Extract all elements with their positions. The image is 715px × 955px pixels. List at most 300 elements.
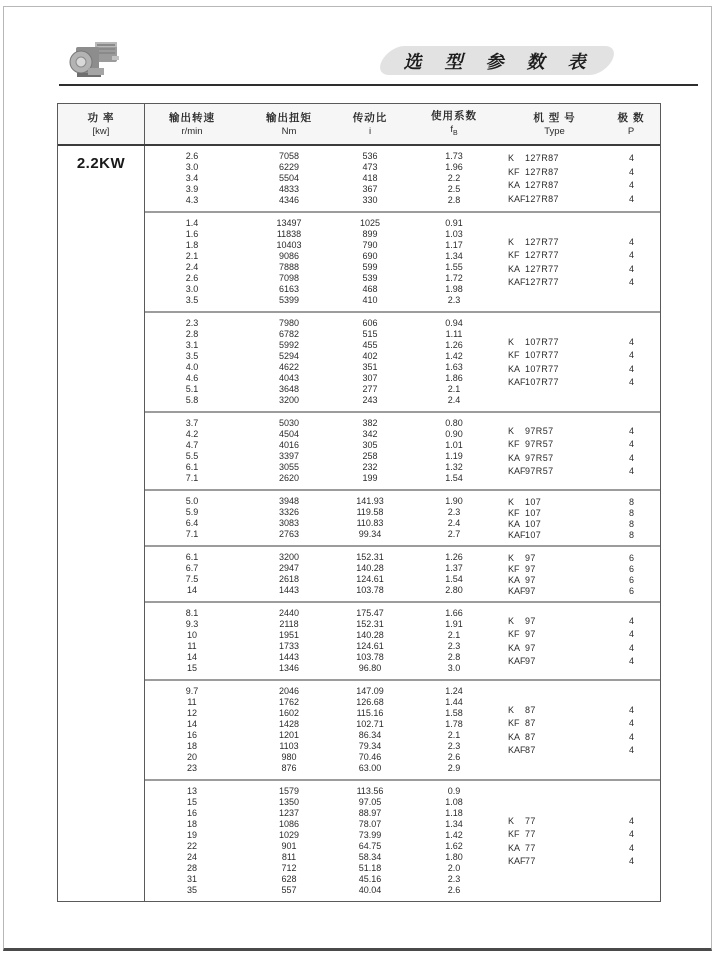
type-block [507,218,660,306]
cell-torque: 3083 [278,518,300,528]
type-model: 97 [525,642,536,653]
cell-torque: 3326 [278,507,300,517]
cell-torque: 1428 [278,719,300,729]
cell-speed: 4.6 [185,373,199,383]
cell-speed: 2.4 [185,262,199,272]
type-prefix: KF [508,629,520,640]
cell-torque: 5992 [278,340,300,350]
type-prefix: KA [508,180,521,191]
cell-speed: 9.3 [185,619,199,629]
cell-ratio: 342 [362,429,378,439]
cell-speed: 14 [186,585,197,595]
cell-torque: 1350 [278,797,300,807]
cell-ratio: 330 [362,195,378,205]
cell-ratio: 367 [362,184,378,194]
cell-torque: 1762 [278,697,300,707]
type-row [507,349,660,363]
cell-ratio: 1025 [359,218,381,228]
type-prefix: K [508,496,515,507]
cell-ratio: 141.93 [356,496,384,506]
type-prefix: KA [508,731,521,742]
cell-service-factor: 2.1 [447,384,461,394]
type-model: 97 [525,563,536,574]
type-block [507,151,660,206]
type-model: 127R87 [525,153,559,164]
cell-torque: 7058 [278,151,300,161]
cell-service-factor: 1.18 [445,808,463,818]
ratio-group [145,489,660,545]
type-block [507,318,660,406]
cell-ratio: 199 [362,473,378,483]
type-prefix: KA [508,363,521,374]
type-row [507,529,660,540]
power-rating: 2.2KW [58,146,145,901]
cell-service-factor: 1.44 [445,697,463,707]
type-row [507,165,660,179]
cell-torque: 1579 [278,786,300,796]
type-row [507,276,660,290]
cell-ratio: 152.31 [356,619,384,629]
cell-speed: 22 [186,841,197,851]
cell-torque: 4346 [278,195,300,205]
cell-speed: 23 [186,763,197,773]
type-prefix: KA [508,642,521,653]
cell-torque: 4833 [278,184,300,194]
cell-speed: 10 [186,630,197,640]
cell-ratio: 119.58 [356,507,384,517]
cell-speed: 2.3 [185,318,199,328]
type-row [507,585,660,596]
ratio-group [145,679,660,779]
type-row [507,192,660,206]
cell-ratio: 63.00 [358,763,382,773]
type-model: 107R77 [525,377,559,388]
cell-ratio: 382 [362,418,378,428]
ratio-group [145,411,660,489]
cell-ratio: 73.99 [358,830,382,840]
type-model: 107 [525,529,542,540]
cell-service-factor: 1.90 [445,496,463,506]
cell-torque: 13497 [276,218,302,228]
cell-torque: 5030 [278,418,300,428]
cell-speed: 5.1 [185,384,199,394]
cell-torque: 4504 [278,429,300,439]
cell-speed: 13 [186,786,197,796]
type-model: 127R77 [525,277,559,288]
cell-ratio: 124.61 [356,641,384,651]
cell-speed: 2.8 [185,329,199,339]
cell-speed: 2.6 [185,151,199,161]
cell-service-factor: 2.6 [447,885,461,895]
type-model: 127R77 [525,236,559,247]
cell-service-factor: 1.63 [445,362,463,372]
type-model: 87 [525,718,536,729]
type-prefix: KA [508,518,521,529]
cell-ratio: 40.04 [358,885,382,895]
pole-count: 6 [628,585,634,596]
cell-torque: 11838 [276,229,302,239]
type-model: 87 [525,745,536,756]
type-prefix: KF [508,507,520,518]
cell-torque: 7098 [278,273,300,283]
cell-ratio: 140.28 [356,630,384,640]
header-rule [59,84,698,86]
cell-speed: 2.1 [185,251,199,261]
type-model: 127R87 [525,193,559,204]
type-prefix: KA [508,263,521,274]
type-row [507,362,660,376]
type-model: 97R57 [525,452,554,463]
cell-torque: 811 [281,852,297,862]
type-prefix: K [508,615,515,626]
type-row [507,841,660,855]
cell-ratio: 113.56 [356,786,384,796]
type-block [507,552,660,596]
cell-service-factor: 1.34 [445,819,463,829]
cell-speed: 1.6 [185,229,199,239]
table-header [58,104,660,146]
cell-service-factor: 1.03 [445,229,463,239]
cell-speed: 5.5 [185,451,199,461]
pole-count: 4 [628,829,634,840]
pole-count: 6 [628,574,634,585]
cell-ratio: 124.61 [356,574,384,584]
cell-torque: 2440 [278,608,300,618]
type-prefix: K [508,815,515,826]
cell-ratio: 455 [362,340,378,350]
type-prefix: KAF [508,277,526,288]
pole-count: 4 [628,377,634,388]
cell-torque: 1346 [278,663,300,673]
cell-speed: 6.1 [185,552,199,562]
type-model: 87 [525,731,536,742]
pole-count: 4 [628,629,634,640]
cell-service-factor: 1.91 [445,619,463,629]
pole-count: 8 [628,529,634,540]
cell-service-factor: 1.26 [445,340,463,350]
cell-service-factor: 0.80 [445,418,463,428]
cell-ratio: 70.46 [358,752,382,762]
type-row [507,335,660,349]
cell-ratio: 175.47 [356,608,384,618]
pole-count: 4 [628,363,634,374]
cell-speed: 24 [186,852,197,862]
pole-count: 4 [628,718,634,729]
cell-service-factor: 2.7 [447,529,461,539]
type-row [507,552,660,563]
cell-ratio: 88.97 [358,808,382,818]
cell-speed: 3.9 [185,184,199,194]
cell-torque: 10403 [276,240,302,250]
cell-torque: 2620 [278,473,300,483]
cell-speed: 3.5 [185,295,199,305]
type-row [507,507,660,518]
cell-speed: 6.4 [185,518,199,528]
type-prefix: K [508,552,515,563]
cell-ratio: 539 [362,273,378,283]
cell-service-factor: 2.3 [447,641,461,651]
cell-service-factor: 1.62 [445,841,463,851]
cell-speed: 6.1 [185,462,199,472]
gearmotor-logo-image [68,34,122,86]
type-row [507,249,660,263]
cell-service-factor: 1.54 [445,574,463,584]
cell-speed: 1.4 [185,218,199,228]
cell-ratio: 110.83 [356,518,384,528]
type-model: 77 [525,842,536,853]
type-model: 77 [525,829,536,840]
type-row [507,235,660,249]
cell-speed: 18 [186,741,197,751]
type-row [507,563,660,574]
pole-count: 4 [628,731,634,742]
cell-speed: 31 [186,874,197,884]
selection-table [57,103,661,902]
cell-speed: 14 [186,719,197,729]
type-row [507,496,660,507]
cell-speed: 5.0 [185,496,199,506]
type-block [507,496,660,540]
cell-service-factor: 1.80 [445,852,463,862]
cell-torque: 712 [281,863,297,873]
cell-ratio: 305 [362,440,378,450]
cell-service-factor: 2.8 [447,195,461,205]
cell-torque: 1086 [278,819,300,829]
page-title: 选 型 参 数 表 [403,52,595,72]
cell-ratio: 86.34 [358,730,382,740]
cell-service-factor: 1.54 [445,473,463,483]
cell-speed: 11 [187,697,197,707]
cell-speed: 7.5 [185,574,199,584]
cell-speed: 3.0 [185,284,199,294]
type-model: 87 [525,704,536,715]
cell-service-factor: 0.9 [447,786,461,796]
type-model: 97R57 [525,439,554,450]
pole-count: 4 [628,615,634,626]
cell-torque: 1733 [278,641,300,651]
cell-ratio: 243 [362,395,378,405]
cell-torque: 4043 [278,373,300,383]
cell-torque: 2046 [278,686,300,696]
cell-ratio: 97.05 [358,797,382,807]
cell-speed: 7.1 [185,529,199,539]
cell-torque: 3648 [278,384,300,394]
type-row [507,814,660,828]
cell-ratio: 51.18 [358,863,382,873]
cell-speed: 6.7 [185,563,199,573]
type-prefix: KF [508,250,520,261]
type-prefix: KAF [508,656,526,667]
pole-count: 8 [628,496,634,507]
cell-torque: 3397 [278,451,300,461]
type-prefix: KF [508,439,520,450]
cell-torque: 6229 [278,162,300,172]
type-prefix: KAF [508,193,526,204]
cell-speed: 15 [186,797,197,807]
type-model: 127R87 [525,166,559,177]
type-prefix: K [508,336,515,347]
pole-count: 4 [628,166,634,177]
cell-service-factor: 1.37 [445,563,463,573]
cell-service-factor: 1.73 [445,151,463,161]
type-prefix: KAF [508,377,526,388]
type-row [507,855,660,869]
ratio-group [145,601,660,679]
type-prefix: KA [508,842,521,853]
cell-ratio: 103.78 [356,652,384,662]
cell-speed: 4.2 [185,429,199,439]
cell-service-factor: 1.11 [445,329,463,339]
col-header-type: 机 型 号 Type [533,111,576,137]
type-row [507,703,660,717]
type-row [507,717,660,731]
cell-service-factor: 1.86 [445,373,463,383]
pole-count: 4 [628,856,634,867]
cell-ratio: 115.16 [356,708,384,718]
pole-count: 4 [628,439,634,450]
cell-service-factor: 2.8 [447,652,461,662]
cell-torque: 3055 [278,462,300,472]
type-block [507,608,660,674]
type-row [507,451,660,465]
cell-service-factor: 0.91 [445,218,463,228]
cell-speed: 3.5 [185,351,199,361]
cell-torque: 2763 [278,529,300,539]
type-row [507,438,660,452]
cell-torque: 9086 [278,251,300,261]
cell-speed: 16 [186,808,197,818]
cell-ratio: 96.80 [358,663,382,673]
cell-ratio: 606 [362,318,378,328]
pole-count: 4 [628,277,634,288]
cell-service-factor: 1.08 [445,797,463,807]
pole-count: 4 [628,193,634,204]
cell-service-factor: 2.4 [447,395,461,405]
type-row [507,744,660,758]
pole-count: 4 [628,815,634,826]
type-model: 107R77 [525,336,559,347]
col-header-speed: 输出转速 r/min [169,111,215,137]
cell-ratio: 402 [362,351,378,361]
cell-torque: 7888 [278,262,300,272]
cell-service-factor: 2.1 [447,730,461,740]
ratio-group [145,211,660,311]
type-block [507,686,660,774]
pole-count: 4 [628,745,634,756]
cell-torque: 4622 [278,362,300,372]
cell-service-factor: 2.5 [447,184,461,194]
type-prefix: K [508,704,515,715]
cell-service-factor: 2.2 [447,173,461,183]
cell-ratio: 232 [362,462,378,472]
type-prefix: KF [508,563,520,574]
type-row [507,262,660,276]
type-model: 97 [525,585,536,596]
cell-ratio: 103.78 [356,585,384,595]
cell-speed: 4.3 [185,195,199,205]
cell-ratio: 45.16 [358,874,382,884]
type-prefix: KAF [508,745,526,756]
type-row [507,152,660,166]
cell-torque: 5294 [278,351,300,361]
pole-count: 4 [628,842,634,853]
cell-torque: 5504 [278,173,300,183]
cell-speed: 14 [186,652,197,662]
type-model: 107R77 [525,350,559,361]
type-prefix: KA [508,452,521,463]
ratio-group [145,779,660,901]
type-model: 97 [525,574,536,585]
cell-ratio: 307 [362,373,378,383]
cell-ratio: 147.09 [356,686,384,696]
cell-ratio: 536 [362,151,378,161]
cell-speed: 18 [186,819,197,829]
cell-torque: 3948 [278,496,300,506]
cell-speed: 11 [187,641,197,651]
type-prefix: KAF [508,529,526,540]
cell-service-factor: 3.0 [447,663,461,673]
cell-service-factor: 2.4 [447,518,461,528]
cell-ratio: 102.71 [356,719,384,729]
type-prefix: K [508,153,515,164]
col-header-poles: 极 数 P [617,111,645,137]
cell-torque: 1443 [278,585,300,595]
cell-service-factor: 1.32 [445,462,463,472]
cell-ratio: 468 [362,284,378,294]
cell-speed: 15 [186,663,197,673]
gearmotor-icon [68,34,122,86]
cell-ratio: 410 [362,295,378,305]
pole-count: 4 [628,180,634,191]
type-block [507,418,660,484]
type-model: 77 [525,815,536,826]
cell-torque: 4016 [278,440,300,450]
col-header-torque: 输出扭矩 Nm [266,111,312,137]
type-row [507,424,660,438]
type-prefix: KF [508,829,520,840]
cell-torque: 3200 [278,395,300,405]
cell-speed: 20 [186,752,197,762]
type-row [507,574,660,585]
type-prefix: K [508,236,515,247]
cell-torque: 5399 [278,295,300,305]
cell-service-factor: 2.6 [447,752,461,762]
pole-count: 4 [628,466,634,477]
table-body [145,146,660,901]
type-model: 107 [525,518,542,529]
type-prefix: KAF [508,856,526,867]
pole-count: 6 [628,552,634,563]
cell-ratio: 790 [362,240,378,250]
cell-speed: 2.6 [185,273,199,283]
cell-speed: 3.0 [185,162,199,172]
cell-speed: 35 [186,885,197,895]
type-model: 127R77 [525,263,559,274]
pole-count: 4 [628,425,634,436]
cell-service-factor: 2.3 [447,874,461,884]
type-row [507,179,660,193]
cell-torque: 7980 [278,318,300,328]
type-prefix: KF [508,718,520,729]
cell-ratio: 899 [362,229,378,239]
col-header-service-factor: 使用系数 $f_B$ [431,109,477,137]
cell-ratio: 99.34 [358,529,382,539]
cell-speed: 8.1 [185,608,199,618]
cell-service-factor: 1.17 [445,240,463,250]
cell-service-factor: 1.78 [445,719,463,729]
type-block [507,786,660,896]
col-header-power: 功 率 [kw] [58,104,145,144]
